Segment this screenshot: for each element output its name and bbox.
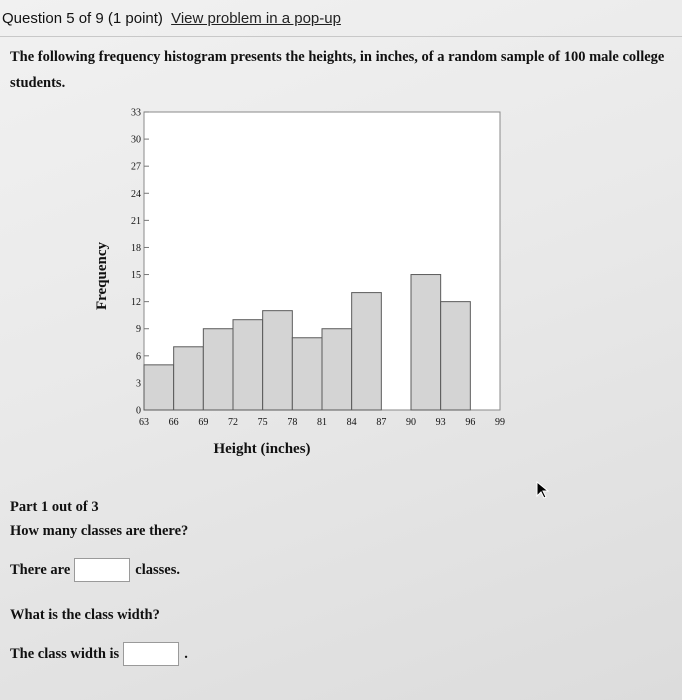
mouse-pointer-icon xyxy=(536,481,550,499)
x-tick-label: 69 xyxy=(198,417,209,428)
x-tick-label: 63 xyxy=(139,417,149,428)
histogram-plot xyxy=(94,108,505,458)
y-axis-title: Frequency xyxy=(94,241,110,311)
histogram-bar xyxy=(203,329,233,410)
x-tick-label: 99 xyxy=(495,417,505,428)
y-tick-label: 3 xyxy=(136,378,141,390)
histogram-bar xyxy=(441,302,471,410)
problem-prompt: The following frequency histogram presents the heights, in inches, of a random sample of 100 male college students. xyxy=(10,49,665,91)
y-tick-label: 0 xyxy=(136,405,141,417)
x-tick-label: 75 xyxy=(257,417,268,428)
x-tick-label: 96 xyxy=(465,417,476,428)
view-popup-link[interactable]: View problem in a pop-up xyxy=(171,10,341,27)
histogram-bar xyxy=(263,311,293,410)
histogram-bar xyxy=(144,365,174,410)
answer-width-prefix: The class width is xyxy=(10,645,120,662)
x-tick-label: 72 xyxy=(228,417,238,428)
answer-row-classes xyxy=(10,558,180,582)
y-tick-label: 21 xyxy=(131,215,141,227)
y-tick-label: 30 xyxy=(131,134,141,146)
histogram-bar xyxy=(352,293,382,410)
y-tick-label: 12 xyxy=(131,297,141,309)
histogram-bar xyxy=(292,338,322,410)
part-title: Part 1 out of 3 xyxy=(10,499,99,515)
classes-count-input[interactable] xyxy=(74,558,130,582)
y-tick-label: 33 xyxy=(131,107,141,119)
x-tick-label: 90 xyxy=(406,417,416,428)
x-tick-label: 87 xyxy=(376,417,387,428)
y-tick-label: 24 xyxy=(131,188,141,200)
answer-classes-suffix: classes. xyxy=(135,561,180,578)
y-tick-label: 15 xyxy=(131,270,141,282)
histogram-bar xyxy=(411,275,441,410)
y-tick-label: 27 xyxy=(131,161,141,173)
y-tick-label: 18 xyxy=(131,242,141,254)
question-label: Question 5 of 9 (1 point) xyxy=(2,10,163,27)
y-tick-label: 9 xyxy=(136,324,141,336)
y-tick-label: 6 xyxy=(136,351,141,363)
answer-classes-prefix: There are xyxy=(10,561,71,578)
x-tick-label: 93 xyxy=(435,417,446,428)
answer-width-suffix: . xyxy=(184,645,188,662)
x-tick-label: 84 xyxy=(346,417,357,428)
histogram-bar xyxy=(322,329,352,410)
answer-row-width xyxy=(10,642,188,666)
x-tick-label: 66 xyxy=(168,417,179,428)
histogram-bar xyxy=(233,320,263,410)
question-class-width: What is the class width? xyxy=(10,607,160,623)
x-axis-title: Height (inches) xyxy=(213,441,311,457)
x-tick-label: 81 xyxy=(317,417,327,428)
class-width-input[interactable] xyxy=(123,642,179,666)
x-tick-label: 78 xyxy=(287,417,298,428)
histogram-bar xyxy=(174,347,204,410)
question-classes: How many classes are there? xyxy=(10,523,189,539)
